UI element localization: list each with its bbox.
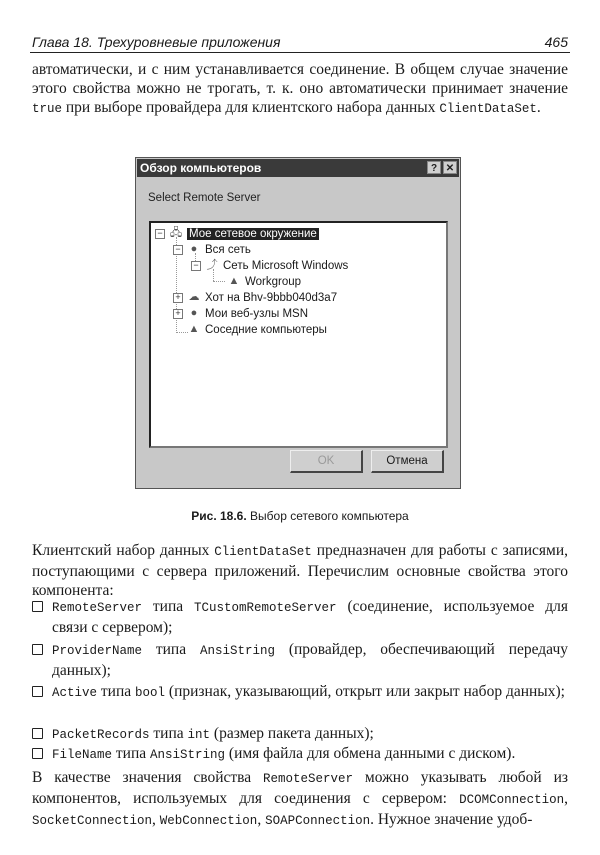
network-share-icon: ☁ [188, 291, 200, 304]
dialog-title: Обзор компьютеров [140, 161, 262, 175]
list-item [32, 640, 568, 680]
text: (соединение, используемое для связи с сервером); [52, 598, 568, 636]
closing-paragraph [32, 768, 568, 831]
text: Клиентский набор данных [32, 542, 215, 559]
text: автоматически, и с ним устанавливается соединение. В общем случае значение этого свойства можно не трогать, т. к. оно автоматически принимает значение [32, 61, 568, 97]
tree-item-entire-network[interactable] [173, 243, 251, 258]
bullet-box-icon [32, 728, 43, 739]
code: SOAPConnection [265, 814, 371, 828]
text: можно указывать любой из компонентов, используемых для соединения с сервером: [32, 769, 568, 807]
chapter-title: Глава 18. Трехуровневые приложения [32, 34, 281, 50]
network-places-icon: 🖧 [169, 227, 183, 240]
code: true [32, 102, 63, 116]
close-button[interactable]: ✕ [443, 161, 457, 174]
text: (имя файла для обмена данными с диском). [225, 745, 516, 762]
bullet-box-icon [32, 601, 43, 612]
figure-text: Выбор сетевого компьютера [246, 509, 409, 523]
collapse-icon[interactable]: − [173, 245, 183, 255]
tree-item-workgroup[interactable] [227, 275, 301, 290]
intro-paragraph [32, 60, 568, 119]
tree-item-label: Соседние компьютеры [205, 324, 327, 336]
tree-item-label: Мое сетевое окружение [189, 228, 317, 240]
collapse-icon[interactable]: − [155, 229, 165, 239]
figure-label: Рис. 18.6. [191, 509, 247, 523]
code: ClientDataSet [439, 102, 537, 116]
text: типа [142, 641, 200, 658]
ok-button[interactable]: OK [290, 450, 363, 473]
code: FileName [52, 748, 113, 762]
tree-line [213, 281, 225, 282]
nearby-computers-icon: ▲ [188, 323, 200, 336]
description-paragraph [32, 541, 568, 600]
code: WebConnection [159, 814, 258, 828]
tree-item-label: Мои веб-узлы MSN [205, 308, 309, 320]
entire-network-icon: ● [190, 243, 198, 256]
collapse-icon[interactable]: − [191, 261, 201, 271]
list-item [32, 724, 568, 745]
tree-item-msn-sites[interactable] [173, 307, 308, 322]
tree-item-label: Вся сеть [205, 244, 251, 256]
workgroup-icon: ▲ [228, 275, 240, 288]
text: , [257, 811, 266, 828]
text: , [152, 811, 160, 828]
code: ClientDataSet [214, 545, 312, 559]
text: при выборе провайдера для клиентского набора данных [62, 99, 440, 116]
tree-item-network-share[interactable] [173, 291, 337, 306]
page-number: 465 [544, 34, 568, 50]
list-item [32, 744, 568, 765]
expand-icon[interactable]: + [173, 309, 183, 319]
code: DCOMConnection [459, 793, 565, 807]
tree-item-microsoft-windows-network[interactable] [191, 259, 348, 274]
code: bool [135, 686, 166, 700]
dialog-titlebar [137, 159, 459, 177]
msn-sites-icon: ● [190, 307, 198, 320]
computer-tree[interactable] [149, 221, 448, 448]
text: предназначен для работы с записями, поступающими с сервера приложений. Перечислим основные свойства этого компонента: [32, 542, 569, 599]
code: int [187, 728, 211, 742]
text: . Нужное значение удоб- [370, 811, 533, 828]
code: SocketConnection [32, 814, 153, 828]
bullet-box-icon [32, 748, 43, 759]
windows-network-icon: ⤴ [206, 259, 218, 272]
text: типа [149, 725, 188, 742]
cancel-button[interactable]: Отмена [371, 450, 444, 473]
code: AnsiString [199, 644, 275, 658]
browse-computers-dialog [135, 157, 461, 489]
text: (признак, указывающий, открыт или закрыт набор данных); [165, 683, 565, 700]
list-item [32, 597, 568, 637]
text: , [564, 790, 568, 807]
code: PacketRecords [52, 728, 150, 742]
code: AnsiString [150, 748, 226, 762]
code: RemoteServer [263, 772, 354, 786]
bullet-box-icon [32, 644, 43, 655]
text: (провайдер, обеспечивающий передачу данных); [52, 641, 568, 679]
code: TCustomRemoteServer [194, 601, 337, 615]
expand-icon[interactable]: + [173, 293, 183, 303]
text: типа [112, 745, 151, 762]
tree-item-network-places[interactable] [155, 227, 319, 242]
text: типа [97, 683, 136, 700]
code: Active [52, 686, 98, 700]
figure-caption [0, 509, 600, 523]
dialog-prompt: Select Remote Server [148, 192, 261, 204]
tree-item-label: Workgroup [245, 276, 302, 288]
text: (размер пакета данных); [210, 725, 374, 742]
tree-item-label: Хот на Bhv-9bbb040d3a7 [205, 292, 338, 304]
help-button[interactable]: ? [427, 161, 441, 174]
code: RemoteServer [52, 601, 143, 615]
running-header [30, 34, 570, 53]
text: типа [142, 598, 195, 615]
bullet-box-icon [32, 686, 43, 697]
list-item [32, 682, 568, 703]
code: ProviderName [52, 644, 143, 658]
tree-item-label: Сеть Microsoft Windows [223, 260, 349, 272]
text: . [536, 99, 541, 116]
text: В качестве значения свойства [32, 769, 264, 786]
tree-item-nearby-computers[interactable] [187, 323, 327, 338]
